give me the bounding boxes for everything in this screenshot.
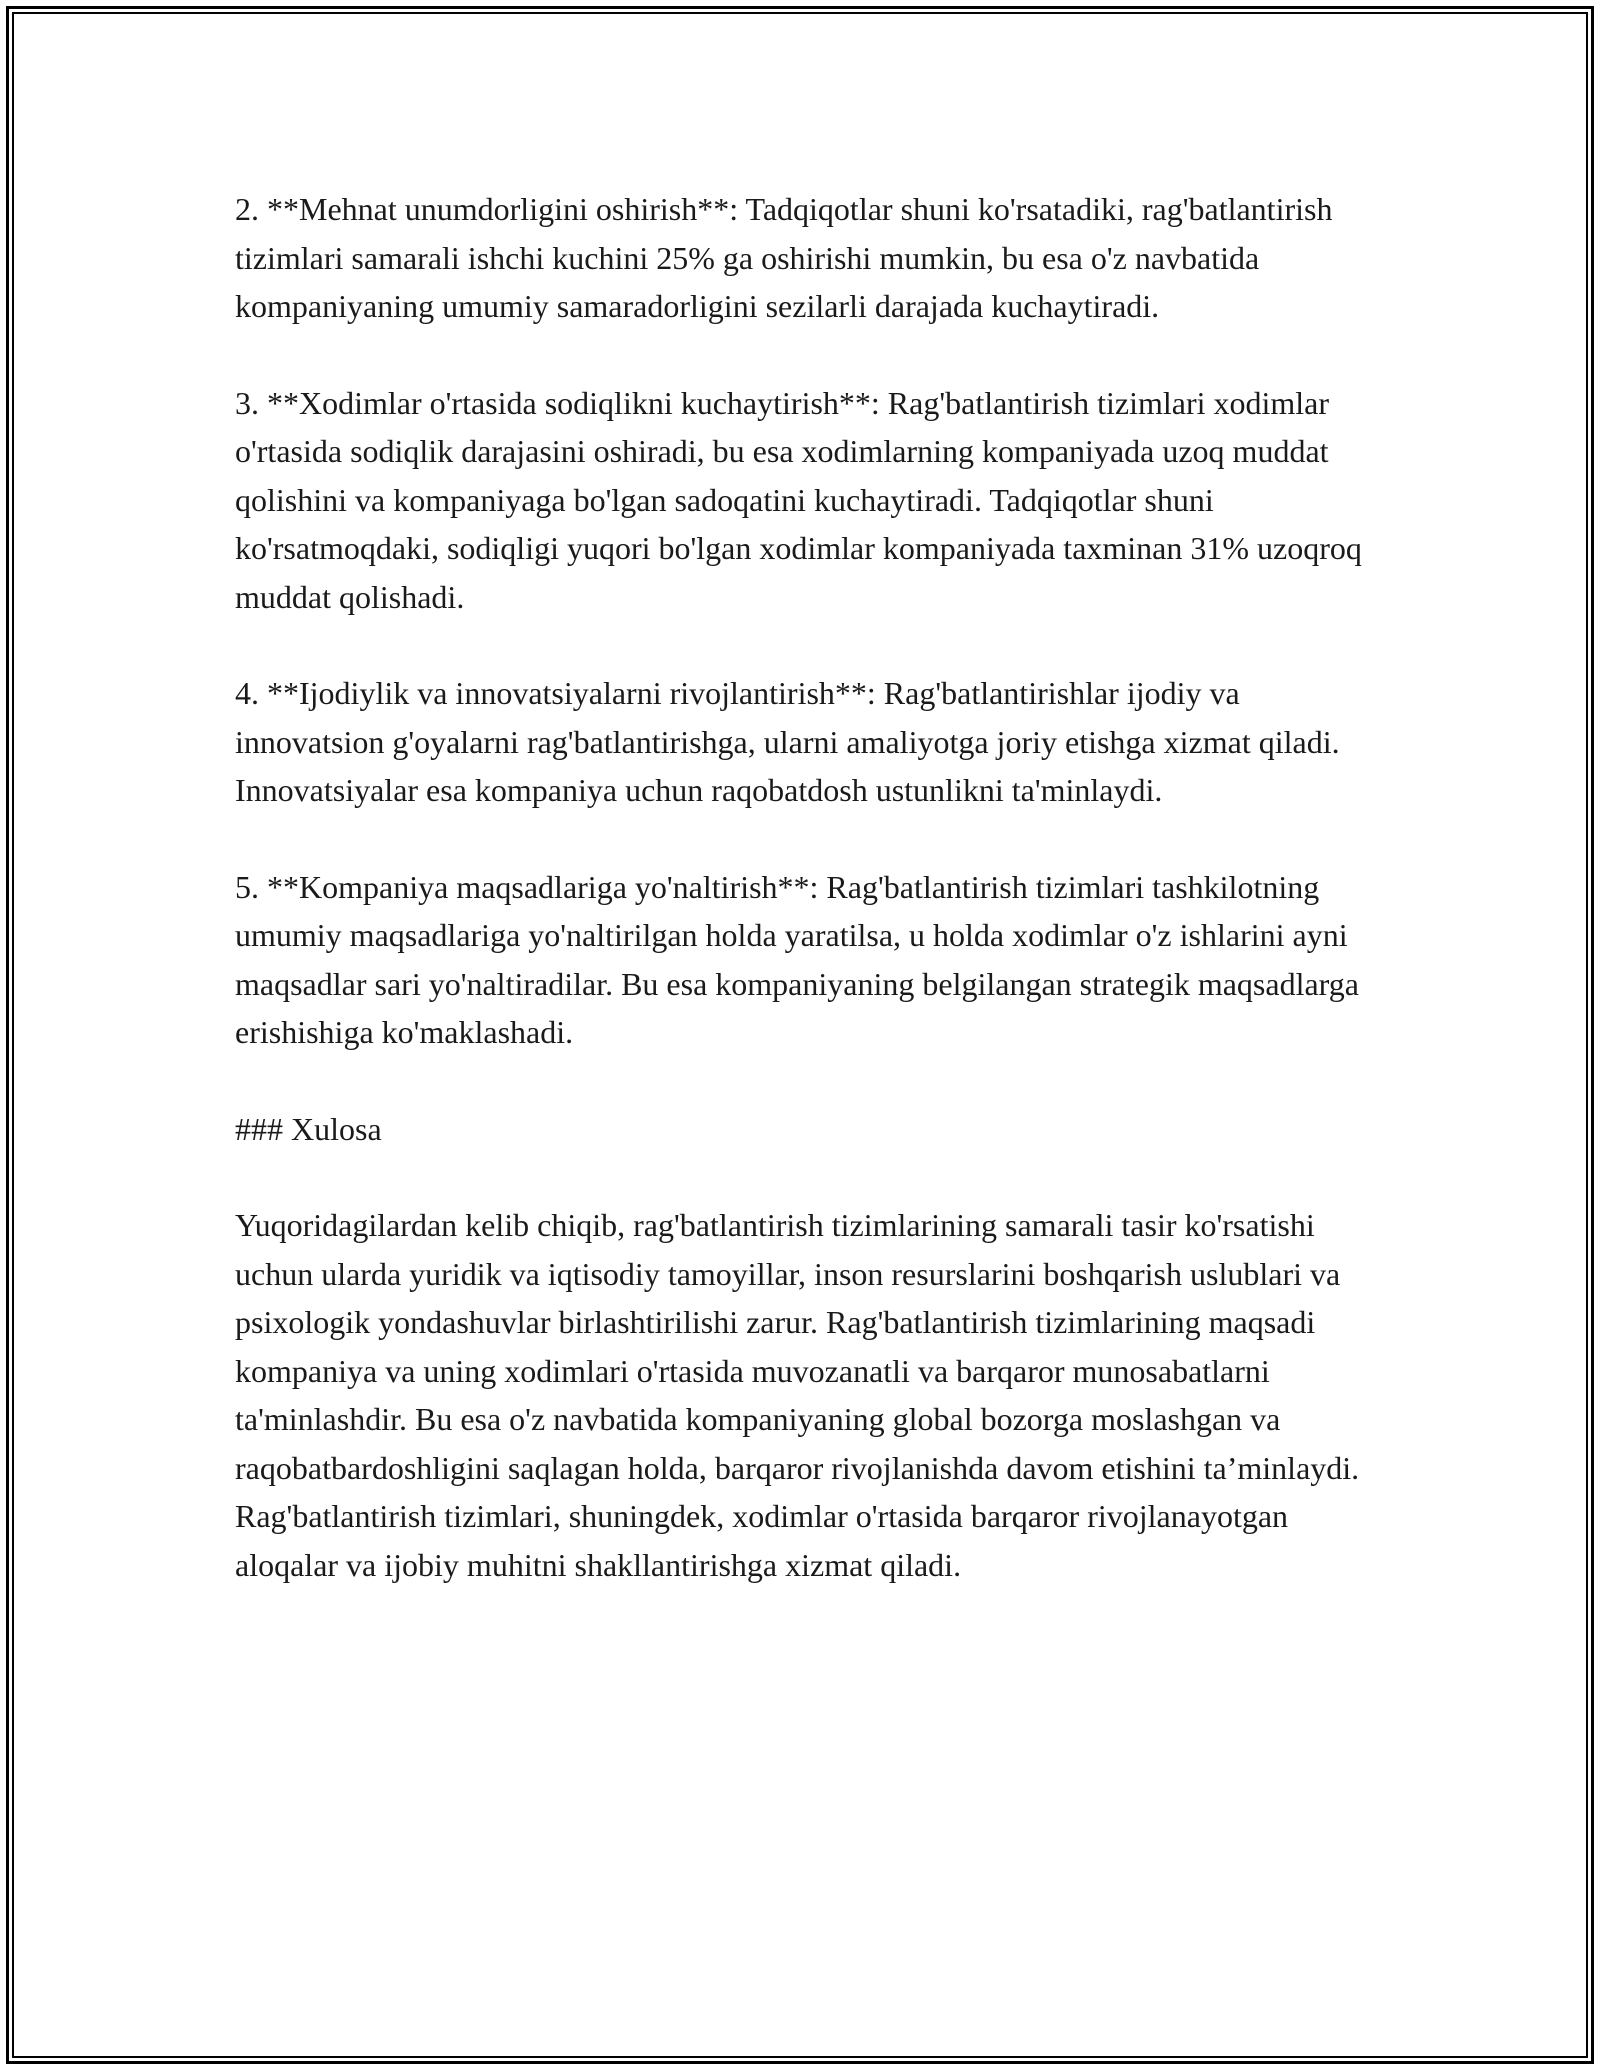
document-body bbox=[235, 185, 1375, 1637]
section-heading: ### Xulosa bbox=[235, 1110, 382, 1147]
list-item-4: 4. **Ijodiylik va innovatsiyalarni rivojlantirish**: Rag'batlantirishlar ijodiy va innovatsion g'oyalarni rag'batlantirishga, ularni amaliyotga joriy etishga xizmat qiladi. Innovatsiyalar esa kompaniya uchun raqobatdosh ustunlikni ta'minlaydi. bbox=[235, 675, 1340, 808]
list-item-5: 5. **Kompaniya maqsadlariga yo'naltirish**: Rag'batlantirish tizimlari tashkilotning umumiy maqsadlariga yo'naltirilgan holda yaratilsa, u holda xodimlar o'z ishlarini ayni maqsadlar sari yo'naltiradilar. Bu esa kompaniyaning belgilangan strategik maqsadlarga erishishiga ko'maklashadi. bbox=[235, 868, 1359, 1050]
list-item-2: 2. **Mehnat unumdorligini oshirish**: Tadqiqotlar shuni ko'rsatadiki, rag'batlantirish tizimlari samarali ishchi kuchini 25% ga oshirishi mumkin, bu esa o'z navbatida kompaniyaning umumiy samaradorligini sezilarli darajada kuchaytiradi. bbox=[235, 191, 1333, 324]
list-item-3: 3. **Xodimlar o'rtasida sodiqlikni kuchaytirish**: Rag'batlantirish tizimlari xodimlar o'rtasida sodiqlik darajasini oshiradi, bu esa xodimlarning kompaniyada uzoq muddat qolishini va kompaniyaga bo'lgan sadoqatini kuchaytiradi. Tadqiqotlar shuni ko'rsatmoqdaki, sodiqligi yuqori bo'lgan xodimlar kompaniyada taxminan 31% uzoqroq muddat qolishadi. bbox=[235, 384, 1362, 615]
conclusion-paragraph: Yuqoridagilardan kelib chiqib, rag'batlantirish tizimlarining samarali tasir ko'rsatishi uchun ularda yuridik va iqtisodiy tamoyillar, inson resurslarini boshqarish uslublari va psixologik yondashuvlar birlashtirilishi zarur. Rag'batlantirish tizimlarining maqsadi kompaniya va uning xodimlari o'rtasida muvozanatli va barqaror munosabatlarni ta'minlashdir. Bu esa o'z navbatida kompaniyaning global bozorga moslashgan va raqobatbardoshligini saqlagan holda, barqaror rivojlanishda davom etishini ta’minlaydi. Rag'batlantirish tizimlari, shuningdek, xodimlar o'rtasida barqaror rivojlanayotgan aloqalar va ijobiy muhitni shakllantirishga xizmat qiladi. bbox=[235, 1207, 1360, 1583]
